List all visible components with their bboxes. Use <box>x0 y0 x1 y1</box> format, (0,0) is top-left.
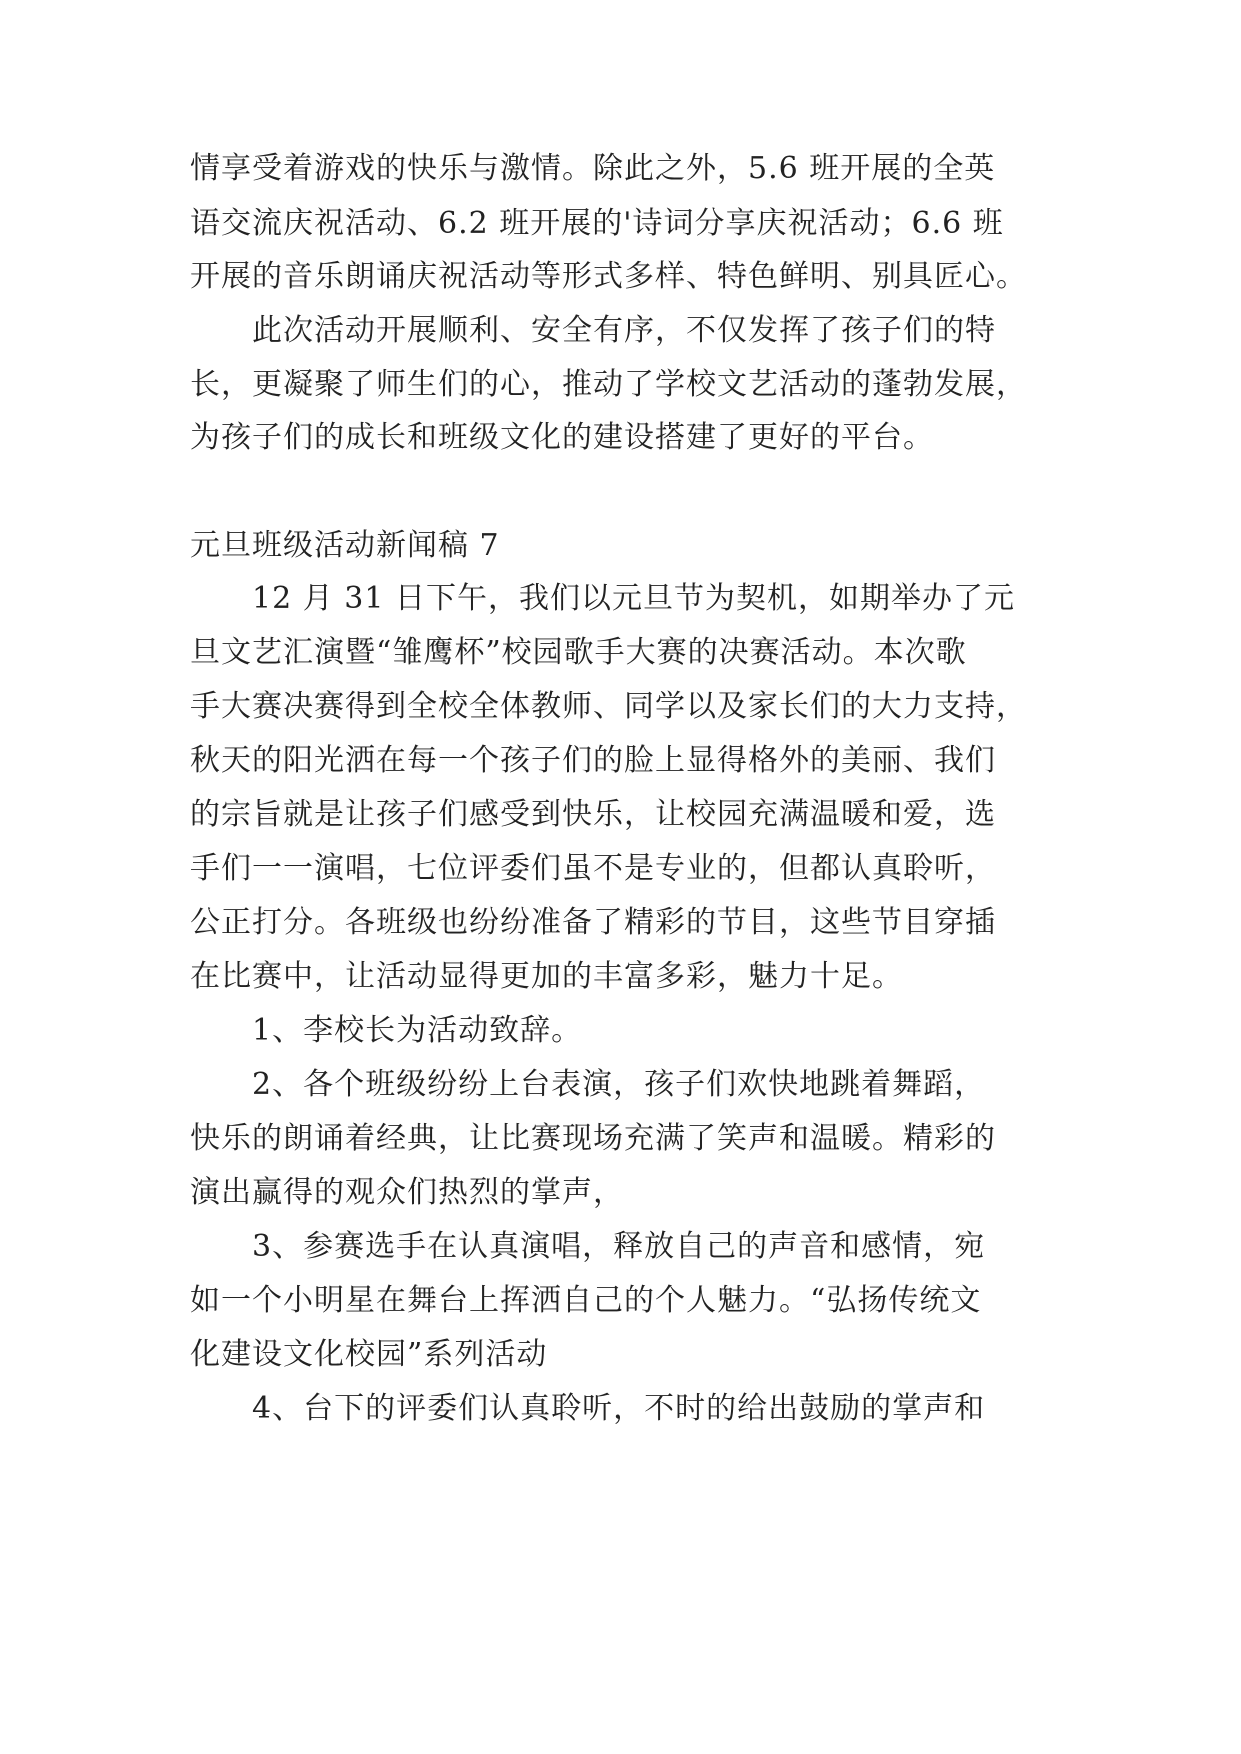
text-line: 为孩子们的成长和班级文化的建设搭建了更好的平台。 <box>190 420 934 455</box>
text-line: 公正打分。各班级也纷纷准备了精彩的节目，这些节目穿插 <box>190 905 996 940</box>
list-item: 2、各个班级纷纷上台表演，孩子们欢快地跳着舞蹈， <box>252 1067 986 1102</box>
list-item: 1、李校长为活动致辞。 <box>252 1013 583 1048</box>
text-line: 演出赢得的观众们热烈的掌声， <box>190 1175 624 1210</box>
list-item: 3、参赛选手在认真演唱，释放自己的声音和感情，宛 <box>252 1229 986 1264</box>
section-title: 元旦班级活动新闻稿 7 <box>190 528 500 563</box>
text-line: 手大赛决赛得到全校全体教师、同学以及家长们的大力支持， <box>190 689 1027 724</box>
text-line: 手们一一演唱，七位评委们虽不是专业的，但都认真聆听， <box>190 851 996 886</box>
text-line: 秋天的阳光洒在每一个孩子们的脸上显得格外的美丽、我们 <box>190 743 996 778</box>
text-line: 如一个小明星在舞台上挥洒自己的个人魅力。“弘扬传统文 <box>190 1283 982 1318</box>
text-line: 快乐的朗诵着经典，让比赛现场充满了笑声和温暖。精彩的 <box>190 1121 996 1156</box>
text-line: 化建设文化校园”系列活动 <box>190 1337 548 1372</box>
list-item: 4、台下的评委们认真聆听，不时的给出鼓励的掌声和 <box>252 1391 986 1426</box>
text-line: 语交流庆祝活动、6.2 班开展的'诗词分享庆祝活动；6.6 班 <box>190 206 1004 241</box>
text-line: 开展的音乐朗诵庆祝活动等形式多样、特色鲜明、别具匠心。 <box>190 259 1027 294</box>
text-line: 旦文艺汇演暨“雏鹰杯”校园歌手大赛的决赛活动。本次歌 <box>190 635 967 670</box>
text-line: 的宗旨就是让孩子们感受到快乐，让校园充满温暖和爱，选 <box>190 797 996 832</box>
text-line: 12 月 31 日下午，我们以元旦节为契机，如期举办了元 <box>252 581 1015 616</box>
text-line: 长，更凝聚了师生们的心，推动了学校文艺活动的蓬勃发展， <box>190 367 1027 402</box>
text-line: 情享受着游戏的快乐与激情。除此之外，5.6 班开展的全英 <box>190 151 996 186</box>
text-line: 此次活动开展顺利、安全有序，不仅发挥了孩子们的特 <box>252 313 996 348</box>
text-line: 在比赛中，让活动显得更加的丰富多彩，魅力十足。 <box>190 959 903 994</box>
